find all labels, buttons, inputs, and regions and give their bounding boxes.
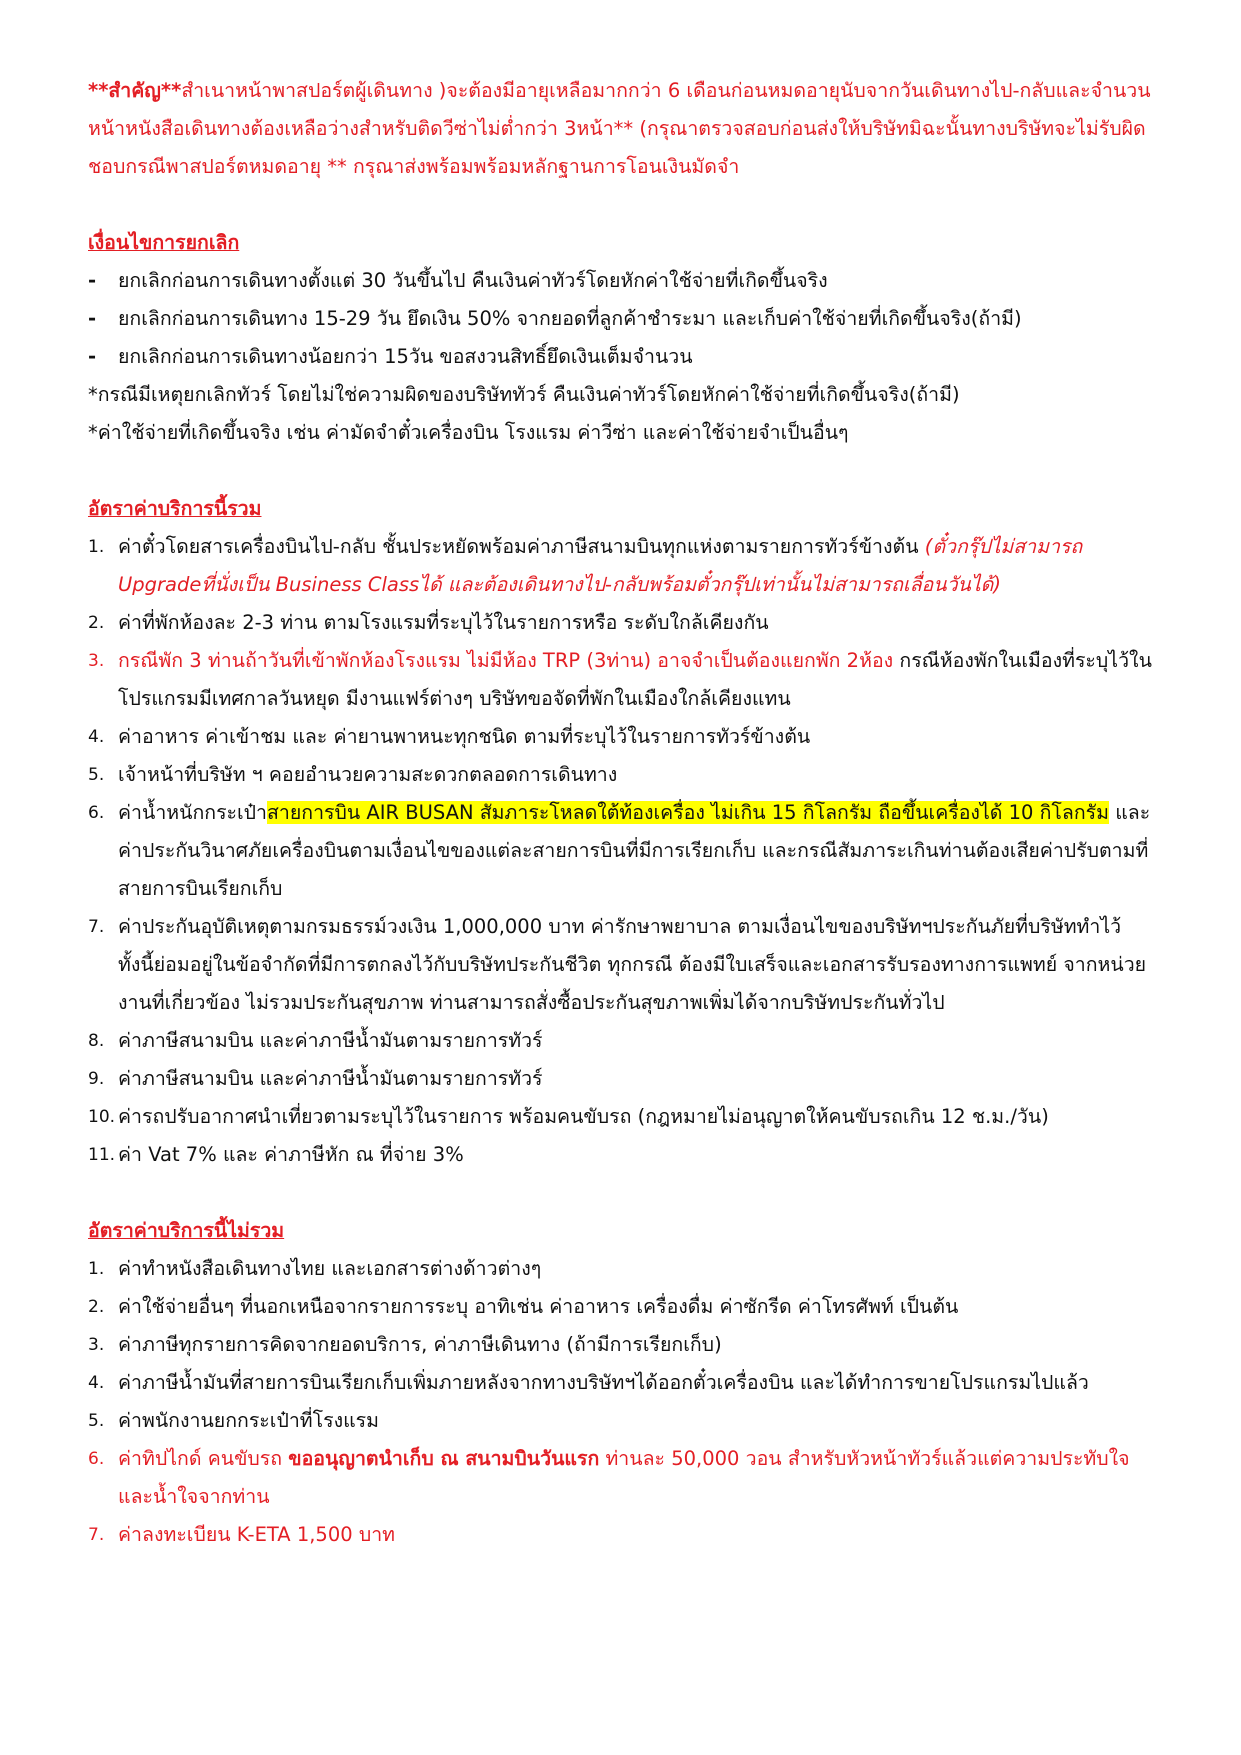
included-item: 1. ค่าตั๋วโดยสารเครื่องบินไป-กลับ ชั้นประหยัดพร้อมค่าภาษีสนามบินทุกแห่งตามรายการทัวร์ข้างต้น (ตั๋วกรุ๊ปไม่สามารถ Upgradeที่นั่งเป็น Business Classได้ และต้องเดินทางไป-กลับพร้อมตั๋วกรุ๊ปเท่านั้นไม่สามารถเลื่อนวันได้) — [88, 535, 1083, 596]
included-item: 11. ค่า Vat 7% และ ค่าภาษีหัก ณ ที่จ่าย 3% — [88, 1143, 464, 1166]
baggage-highlight: สายการบิน AIR BUSAN สัมภาระโหลดใต้ท้องเครื่อง ไม่เกิน 15 กิโลกรัม ถือขึ้นเครื่องได้ 10 กิโลกรัม — [267, 801, 1109, 824]
excluded-item: 7. ค่าลงทะเบียน K-ETA 1,500 บาท — [88, 1523, 396, 1546]
cancellation-item: - ยกเลิกก่อนการเดินทาง 15-29 วัน ยึดเงิน 50% จากยอดที่ลูกค้าชำระมา และเก็บค่าใช้จ่ายที่เกิดขึ้นจริง(ถ้ามี) — [88, 300, 1152, 338]
dash-bullet: - — [88, 345, 97, 368]
cancellation-item: - ยกเลิกก่อนการเดินทางตั้งแต่ 30 วันขึ้นไป คืนเงินค่าทัวร์โดยหักค่าใช้จ่ายที่เกิดขึ้นจริง — [88, 262, 1152, 300]
included-item: 2. ค่าที่พักห้องละ 2-3 ท่าน ตามโรงแรมที่ระบุไว้ในรายการหรือ ระดับใกล้เคียงกัน — [88, 611, 769, 634]
included-item: 8. ค่าภาษีสนามบิน และค่าภาษีน้ำมันตามรายการทัวร์ — [88, 1029, 543, 1052]
excluded-item: 6. ค่าทิปไกด์ คนขับรถ ขออนุญาตนำเก็บ ณ สนามบินวันแรก ท่านละ 50,000 วอน สำหรับหัวหน้าทัวร์แล้วแต่ความประทับใจและน้ำใจจากท่าน — [88, 1447, 1130, 1508]
included-item: 10. ค่ารถปรับอากาศนำเที่ยวตามระบุไว้ในรายการ พร้อมคนขับรถ (กฎหมายไม่อนุญาตให้คนขับรถเกิน 12 ช.ม./วัน) — [88, 1105, 1049, 1128]
triple-room-note: กรณีพัก 3 ท่านถ้าวันที่เข้าพักห้องโรงแรม ไม่มีห้อง TRP (3ท่าน) อาจจำเป็นต้องแยกพัก 2ห้อง — [118, 649, 894, 672]
cancellation-heading: เงื่อนไขการยกเลิก — [88, 231, 240, 254]
included-item: 5. เจ้าหน้าที่บริษัท ฯ คอยอำนวยความสะดวกตลอดการเดินทาง — [88, 763, 618, 786]
dash-bullet: - — [88, 269, 97, 292]
ticket-condition-note: (ตั๋วกรุ๊ปไม่สามารถ Upgradeที่นั่งเป็น Business Classได้ และต้องเดินทางไป-กลับพร้อมตั๋วกรุ๊ปเท่านั้นไม่สามารถเลื่อนวันได้) — [118, 535, 1083, 596]
tip-collection-note: ขออนุญาตนำเก็บ ณ สนามบินวันแรก — [288, 1447, 600, 1470]
important-notice — [88, 72, 1152, 186]
excluded-item: 1. ค่าทำหนังสือเดินทางไทย และเอกสารต่างด้าวต่างๆ — [88, 1257, 542, 1280]
included-item: 9. ค่าภาษีสนามบิน และค่าภาษีน้ำมันตามรายการทัวร์ — [88, 1067, 543, 1090]
dash-bullet: - — [88, 307, 97, 330]
included-item: 7. ค่าประกันอุบัติเหตุตามกรมธรรม์วงเงิน 1,000,000 บาท ค่ารักษาพยาบาล ตามเงื่อนไขของบริษัทฯประกันภัยที่บริษัททำไว้ ทั้งนี้ย่อมอยู่ในข้อจำกัดที่มีการตกลงไว้กับบริษัทประกันชีวิต ทุกกรณี ต้องมีใบเสร็จและเอกสารรับรองทางการแพทย์ จากหน่วยงานที่เกี่ยวข้อง ไม่รวมประกันสุขภาพ ท่านสามารถสั่งซื้อประกันสุขภาพเพิ่มได้จากบริษัทประกันทั่วไป — [88, 915, 1147, 1014]
document-page — [88, 72, 1152, 1554]
excluded-item: 4. ค่าภาษีน้ำมันที่สายการบินเรียกเก็บเพิ่มภายหลังจากทางบริษัทฯได้ออกตั๋วเครื่องบิน และได้ทำการขายโปรแกรมไปแล้ว — [88, 1371, 1089, 1394]
excluded-item: 2. ค่าใช้จ่ายอื่นๆ ที่นอกเหนือจากรายการระบุ อาทิเช่น ค่าอาหาร เครื่องดื่ม ค่าซักรีด ค่าโทรศัพท์ เป็นต้น — [88, 1295, 959, 1318]
excluded-list — [88, 1250, 1152, 1554]
excluded-heading: อัตราค่าบริการนี้ไม่รวม — [88, 1219, 285, 1242]
included-item: 3. กรณีพัก 3 ท่านถ้าวันที่เข้าพักห้องโรงแรม ไม่มีห้อง TRP (3ท่าน) อาจจำเป็นต้องแยกพัก 2ห้อง กรณีห้องพักในเมืองที่ระบุไว้ในโปรแกรมมีเทศกาลวันหยุด มีงานแฟร์ต่างๆ บริษัทขอจัดที่พักในเมืองใกล้เคียงแทน — [88, 649, 1152, 710]
cancellation-item: - ยกเลิกก่อนการเดินทางน้อยกว่า 15วัน ขอสงวนสิทธิ์ยึดเงินเต็มจำนวน — [88, 338, 1152, 376]
cancellation-note: *ค่าใช้จ่ายที่เกิดขึ้นจริง เช่น ค่ามัดจำตั๋วเครื่องบิน โรงแรม ค่าวีซ่า และค่าใช้จ่ายจำเป็นอื่นๆ — [88, 421, 849, 444]
excluded-item: 5. ค่าพนักงานยกกระเป๋าที่โรงแรม — [88, 1409, 379, 1432]
included-item: 4. ค่าอาหาร ค่าเข้าชม และ ค่ายานพาหนะทุกชนิด ตามที่ระบุไว้ในรายการทัวร์ข้างต้น — [88, 725, 811, 748]
excluded-item: 3. ค่าภาษีทุกรายการคิดจากยอดบริการ, ค่าภาษีเดินทาง (ถ้ามีการเรียกเก็บ) — [88, 1333, 722, 1356]
included-list — [88, 528, 1152, 1174]
included-heading: อัตราค่าบริการนี้รวม — [88, 497, 262, 520]
important-text: สำเนาหน้าพาสปอร์ตผู้เดินทาง )จะต้องมีอายุเหลือมากกว่า 6 เดือนก่อนหมดอายุนับจากวันเดินทางไป-กลับและจำนวนหน้าหนังสือเดินทางต้องเหลือว่างสำหรับติดวีซ่าไม่ต่ำกว่า 3หน้า** (กรุณาตรวจสอบก่อนส่งให้บริษัทมิฉะนั้นทางบริษัทจะไม่รับผิดชอบกรณีพาสปอร์ตหมดอายุ ** กรุณาส่งพร้อมพร้อมหลักฐานการโอนเงินมัดจำ — [88, 79, 1151, 178]
cancellation-note: *กรณีมีเหตุยกเลิกทัวร์ โดยไม่ใช่ความผิดของบริษัททัวร์ คืนเงินค่าทัวร์โดยหักค่าใช้จ่ายที่เกิดขึ้นจริง(ถ้ามี) — [88, 383, 960, 406]
important-prefix: **สำคัญ** — [88, 79, 182, 102]
included-item: 6. ค่าน้ำหนักกระเป๋าสายการบิน AIR BUSAN สัมภาระโหลดใต้ท้องเครื่อง ไม่เกิน 15 กิโลกรัม ถือขึ้นเครื่องได้ 10 กิโลกรัม และค่าประกันวินาศภัยเครื่องบินตามเงื่อนไขของแต่ละสายการบินที่มีการเรียกเก็บ และกรณีสัมภาระเกินท่านต้องเสียค่าปรับตามที่สายการบินเรียกเก็บ — [88, 801, 1151, 900]
